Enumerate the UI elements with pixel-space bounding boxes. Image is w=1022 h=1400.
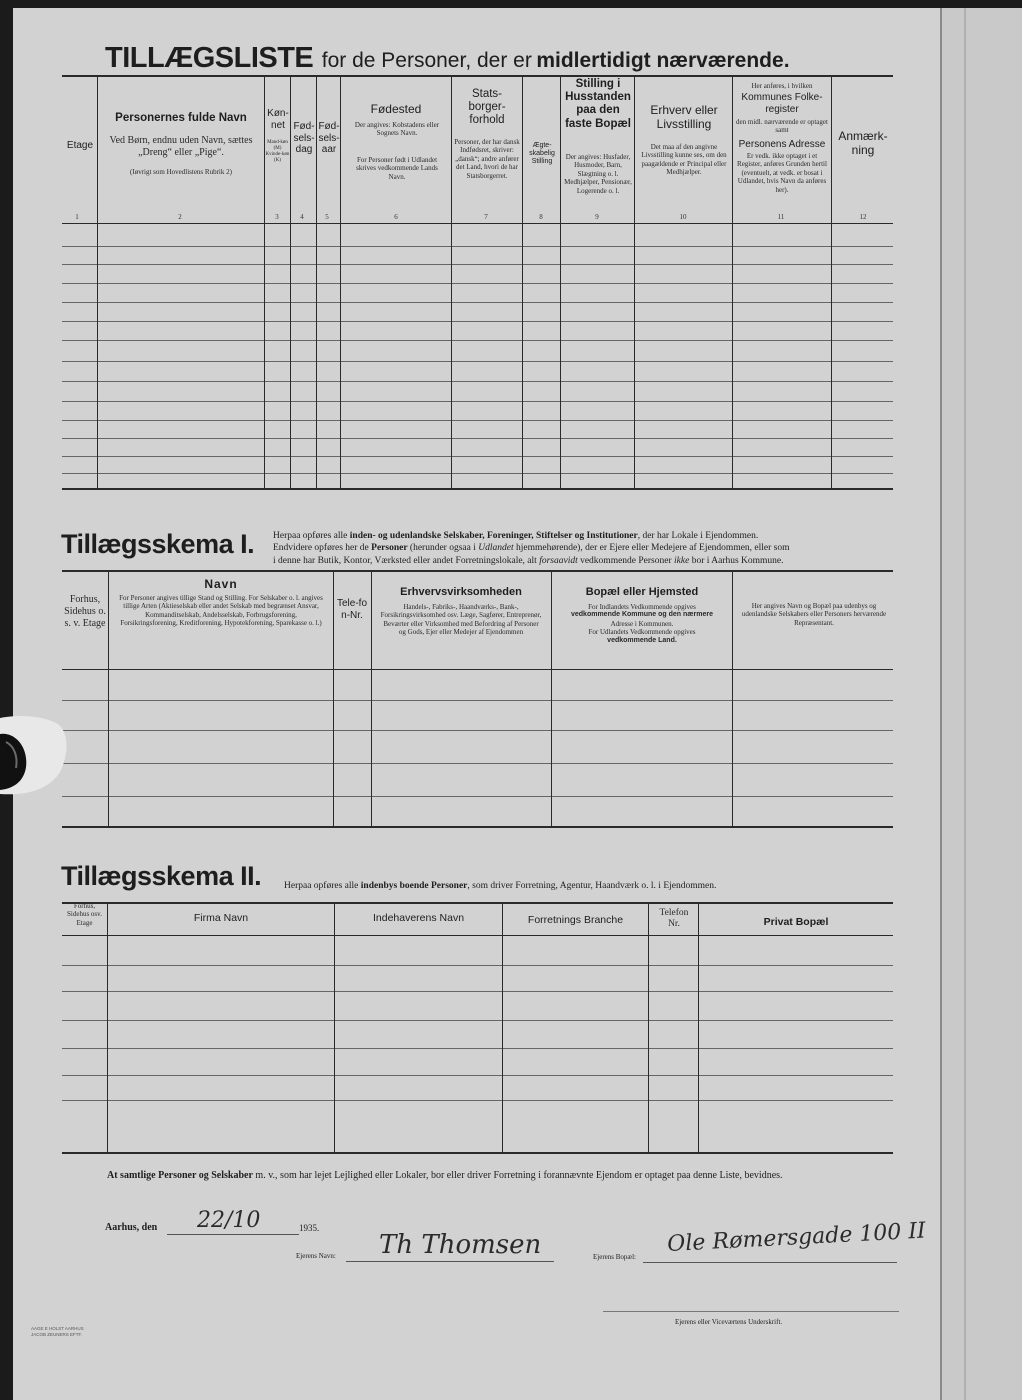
- owner-signature: Th Thomsen: [379, 1230, 542, 1260]
- owner-address-handwritten: Ole Rømersgade 100 II: [666, 1218, 927, 1257]
- owner-address-label: Ejerens Bopæl:: [593, 1253, 636, 1261]
- col-num: 10: [679, 213, 687, 221]
- schema1-col-erhverv-note: Handels-, Fabriks-, Haandværks-, Bank-, Forsikringsvirksomhed osv. Læge, Sagfører, Entreprenør, Beværter eller Virksomhed med Befordring af Personer og Gods, Ejer eller Medejer af Ejendommen: [380, 603, 542, 637]
- schema2-title: Tillægsskema II.: [61, 861, 262, 891]
- col-aegteskabelig-header: Ægte-skabelig Stilling: [529, 142, 555, 166]
- col-name-note2: (Iøvrigt som Hovedlistens Rubrik 2): [130, 168, 232, 176]
- schema2-col-indehaver: Indehaverens Navn: [372, 912, 465, 924]
- main-title: [105, 42, 790, 75]
- col-num: 8: [539, 213, 543, 221]
- schema2-col-privat-bopael: Privat Bopæl: [763, 916, 829, 928]
- schema1-col-repraesentant: Her angives Navn og Bopæl paa udenbys og udenlandske Selskabers eller Personers herværende Repræsentant.: [741, 602, 887, 627]
- col-num: 2: [178, 213, 182, 221]
- col-name-header: Personernes fulde Navn: [115, 112, 247, 124]
- col-register-heading-small: Her anføres, i hvilken: [751, 82, 813, 90]
- col-husstand-header: Stilling i Husstanden paa den faste Bopæl: [565, 78, 631, 130]
- schema2-col-etage: Forhus, Sidehus osv. Etage: [67, 902, 102, 927]
- thumb-image: [0, 712, 68, 796]
- schema1-col-etage: Forhus, Sidehus o. s. v. Etage: [64, 594, 106, 629]
- col-register-note: den midl. nærværende er optaget samt: [736, 118, 828, 135]
- facing-page: [940, 8, 1022, 1400]
- attestation-statement: At samtlige Personer og Selskaber m. v., som har lejet Lejlighed eller Lokaler, bor eller driver Forretning i forannævnte Ejendom er optaget paa denne Liste, bevidnes.: [107, 1170, 783, 1181]
- form-page: [13, 8, 940, 1400]
- col-koen-header: Køn-net: [267, 108, 289, 131]
- col-num: 4: [300, 213, 304, 221]
- col-register-header: Kommunes Folke-register: [741, 92, 823, 115]
- owner-name-label: Ejerens Navn:: [296, 1252, 336, 1260]
- col-adresse-header: Personens Adresse: [738, 139, 826, 150]
- schema1-col-erhverv: Erhvervsvirksomheden: [400, 586, 522, 598]
- col-num: 6: [394, 213, 398, 221]
- schema1-col-telefon: Tele-fon-Nr.: [336, 598, 367, 621]
- year: 1935.: [299, 1223, 320, 1233]
- col-num: 9: [595, 213, 599, 221]
- place-label: Aarhus, den: [105, 1222, 158, 1233]
- col-name-note: Ved Børn, endnu uden Navn, sættes „Dreng“ eller „Pige“.: [109, 135, 253, 158]
- caretaker-signature-label: Ejerens eller Viceværtens Underskrift.: [675, 1318, 783, 1326]
- printer-imprint: AAGE E HOLST AARHUS JACOB ZEUNERS EFTF.: [31, 1326, 84, 1337]
- col-foedselsdag-header: Fød-sels-dag: [293, 121, 315, 155]
- col-erhverv-note: Det maa af den angivne Livsstilling kunne ses, om den paagældende er Principal eller Medhjælper.: [641, 143, 727, 177]
- schema1-col-bopael: Bopæl eller Hjemsted: [585, 586, 699, 598]
- schema2-description: Herpaa opføres alle indenbys boende Personer, som driver Forretning, Agentur, Haandværk o. l. i Ejendommen.: [284, 881, 717, 891]
- col-num: 12: [859, 213, 867, 221]
- date-line: [105, 1208, 335, 1242]
- col-num: 3: [275, 213, 279, 221]
- schema2-col-firma: Firma Navn: [193, 912, 249, 924]
- col-husstand-note: Der angives: Husfader, Husmoder, Barn, Slægtning o. l. Medhjælper, Pensionær, Logerende o. l.: [564, 153, 632, 195]
- col-foedested-header: Fødested: [370, 102, 422, 116]
- title-bold: TILLÆGSLISTE: [105, 42, 314, 74]
- schema1-title: Tillægsskema I.: [61, 529, 255, 559]
- schema1-description: Herpaa opføres alle inden- og udenlandske Selskaber, Foreninger, Stiftelser og Institutioner, der har Lokale i Ejendommen. Endvidere opføres her de Personer (herunder ogsaa i Udlandet hjemmehørende), der er Ejere eller Medejere af Ejendommen, eller som i denne har Butik, Kontor, Værksted eller andet Forretningslokale, alt forsaavidt vedkommende Personer ikke bor i Aarhus Kommune.: [273, 531, 790, 566]
- col-etage-header: Etage: [66, 140, 94, 151]
- col-anmaerkning-header: Anmærk-ning: [838, 129, 888, 157]
- col-foedselsaar-header: Fød-sels-aar: [318, 121, 340, 155]
- col-erhverv-header: Erhverv eller Livsstilling: [650, 103, 718, 131]
- col-foedested-note: Der angives: Kobstadens eller Sognets Navn.: [354, 121, 440, 138]
- schema1-col-navn: Navn: [204, 577, 238, 591]
- col-koen-note: Mand-køn (M) Kvinde-køn (K): [265, 140, 290, 163]
- col-register-note2: Er vedk. ikke optaget i et Register, anføres Grunden hertil (eventuelt, at vedk. er bosat i Udlandet, hvis Navn da anføres her).: [737, 152, 827, 194]
- date-handwritten: 22/10: [197, 1208, 261, 1233]
- schema2-col-branche: Forretnings Branche: [527, 914, 624, 926]
- col-num: 5: [325, 213, 329, 221]
- col-num: 1: [75, 213, 79, 221]
- col-num: 7: [484, 213, 488, 221]
- col-statsborger-header: Stats-borger-forhold: [468, 88, 506, 127]
- col-statsborger-note: Personer, der har dansk Indfødsret, skriver: „dansk“; andre anfører det Land, hvori de har Statsborgerret.: [454, 138, 520, 180]
- title-bold2: midlertidigt nærværende.: [536, 49, 790, 72]
- title-rest: for de Personer, der er: [321, 49, 532, 72]
- schema1-col-navn-note: For Personer angives tillige Stand og Stilling. For Selskaber o. l. angives tillige Arten (Aktieselskab eller andet Selskab med begrænset Ansvar, Kommanditselskab, Andelsselskab, Forbrugsforening, Forsikringsforening, Kreditforening, Hypotekforening, Sparekasse o. l.): [119, 594, 323, 628]
- schema1-col-bopael-note: For Indlandets Vedkommende opgives vedkommende Kommune og den nærmere Adresse i Kommunen. For Udlandets Vedkommende opgives vedkommende Land.: [571, 603, 713, 644]
- schema2-col-telefon: Telefon Nr.: [659, 908, 689, 930]
- col-foedested-note2: For Personer født i Udlandet skrives vedkommende Lands Navn.: [356, 156, 438, 181]
- col-num: 11: [777, 213, 785, 221]
